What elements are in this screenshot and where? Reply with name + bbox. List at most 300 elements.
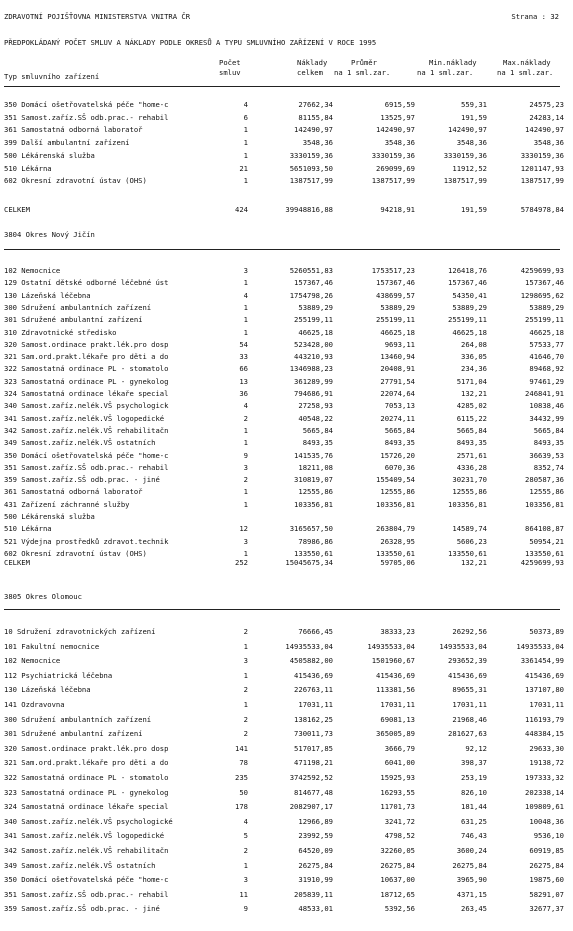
table-row-max: 58291,07 xyxy=(529,889,564,899)
table-row-min: 3548,36 xyxy=(456,138,487,148)
table-row-cost: 17031,11 xyxy=(298,700,333,709)
table-row-type: 320 Samost.ordinace prakt.lék.pro dosp xyxy=(4,339,169,349)
table-row-min: 2571,61 xyxy=(456,450,487,460)
table-row-min: 826,10 xyxy=(461,787,487,797)
table-row-avg: 4798,52 xyxy=(384,831,415,841)
table-row-count: 2 xyxy=(243,729,248,739)
table-row-max: 9536,10 xyxy=(533,831,564,841)
table-row-avg: 142490,97 xyxy=(376,125,415,135)
table-row-max: 60919,85 xyxy=(529,846,564,855)
section-title: 3805 Okres Olomouc xyxy=(4,592,82,601)
section-rule xyxy=(4,609,560,610)
table-row-cost: 5665,84 xyxy=(302,425,333,435)
col-max-header-1: Max.náklady xyxy=(503,58,551,67)
table-row-min: 14935533,04 xyxy=(439,641,487,651)
table-row-max: 5665,84 xyxy=(533,425,564,435)
table-row-count: 21 xyxy=(239,163,248,173)
table-row-count: 2 xyxy=(243,413,248,423)
table-row-avg: 20408,91 xyxy=(380,364,415,374)
table-row-cost: 46625,18 xyxy=(298,327,333,337)
table-row-type: 130 Lázeňská léčebna xyxy=(4,290,91,300)
table-row-type: 361 Samostatná odborná laboratoř xyxy=(4,125,143,135)
table-row-max: 133550,61 xyxy=(525,548,564,558)
table-row-max: 97461,29 xyxy=(529,376,564,386)
table-row-avg: 155409,54 xyxy=(376,475,415,485)
table-row-count: 2 xyxy=(243,846,248,855)
col-cost-header-1: Náklady xyxy=(297,58,328,67)
table-row-min: 1387517,99 xyxy=(443,176,487,186)
table-row-min: 559,31 xyxy=(461,100,487,109)
table-row-min: 281627,63 xyxy=(448,729,487,739)
table-row-cost: 310819,07 xyxy=(294,475,333,485)
table-row-avg: 6070,36 xyxy=(384,462,415,472)
section-total-min: 132,21 xyxy=(461,558,487,567)
table-row-min: 12555,86 xyxy=(452,487,487,497)
table-row-type: 112 Psychiatrická léčebna xyxy=(4,670,113,680)
table-row-type: 322 Samostatná ordinace PL - stomatolo xyxy=(4,773,169,782)
table-row-cost: 27258,93 xyxy=(298,401,333,411)
table-row-type: 10 Sdružení zdravotnických zařízení xyxy=(4,627,156,636)
table-row-min: 89655,31 xyxy=(452,685,487,695)
table-row-min: 157367,46 xyxy=(448,278,487,288)
table-row-type: 102 Nemocnice xyxy=(4,266,61,275)
table-row-cost: 3548,36 xyxy=(302,138,333,148)
table-row-max: 3330159,36 xyxy=(520,150,564,160)
table-row-avg: 269099,69 xyxy=(376,163,415,173)
table-row-max: 32677,37 xyxy=(529,904,564,914)
table-row-max: 41646,70 xyxy=(529,352,564,362)
table-row-max: 1298695,62 xyxy=(520,290,564,300)
table-row-type: 324 Samostatná ordinace lékaře special xyxy=(4,802,169,812)
table-row-cost: 48533,01 xyxy=(298,904,333,914)
table-row-cost: 730011,73 xyxy=(294,729,333,739)
table-row-type: 500 Lékárenská služba xyxy=(4,512,95,521)
table-row-avg: 27791,54 xyxy=(380,376,415,386)
table-row-cost: 64520,09 xyxy=(298,846,333,855)
table-row-type: 102 Nemocnice xyxy=(4,656,61,666)
table-row-max: 19875,60 xyxy=(529,875,564,885)
table-row-count: 1 xyxy=(243,548,248,558)
section-title: 3804 Okres Nový Jičín xyxy=(4,230,95,239)
table-row-count: 4 xyxy=(243,100,248,109)
col-count-header-2: smluv xyxy=(219,68,241,77)
table-row-avg: 22074,64 xyxy=(380,389,415,398)
table-row-min: 21968,46 xyxy=(452,714,487,724)
table-row-avg: 12555,86 xyxy=(380,487,415,497)
table-row-max: 36639,53 xyxy=(529,450,564,460)
table-row-count: 1 xyxy=(243,860,248,870)
table-row-min: 132,21 xyxy=(461,389,487,398)
table-row-count: 3 xyxy=(243,875,248,885)
table-row-max: 10838,46 xyxy=(529,401,564,411)
table-row-min: 4336,28 xyxy=(456,462,487,472)
table-row-max: 415436,69 xyxy=(525,670,564,680)
col-min-header-1: Min.náklady xyxy=(429,58,477,67)
table-row-min: 92,12 xyxy=(465,743,487,753)
table-row-avg: 1387517,99 xyxy=(371,176,415,186)
table-row-max: 116193,79 xyxy=(525,714,564,724)
table-row-cost: 78986,86 xyxy=(298,536,333,546)
table-row-avg: 46625,18 xyxy=(380,327,415,337)
table-row-avg: 26275,84 xyxy=(380,860,415,870)
table-row-cost: 18211,08 xyxy=(298,462,333,472)
table-row-min: 5171,04 xyxy=(456,376,487,386)
table-row-max: 34432,99 xyxy=(529,413,564,423)
table-row-avg: 11701,73 xyxy=(380,802,415,812)
table-row-count: 1 xyxy=(243,150,248,160)
table-row-count: 9 xyxy=(243,904,248,914)
table-row-cost: 12966,89 xyxy=(298,816,333,826)
table-row-cost: 5260551,83 xyxy=(289,266,333,275)
table-row-cost: 3742592,52 xyxy=(289,773,333,782)
section-total-avg: 59705,06 xyxy=(380,558,415,567)
table-row-cost: 471198,21 xyxy=(294,758,333,768)
table-row-min: 263,45 xyxy=(461,904,487,914)
table-row-cost: 517017,85 xyxy=(294,743,333,753)
table-row-min: 398,37 xyxy=(461,758,487,768)
table-row-avg: 133550,61 xyxy=(376,548,415,558)
section-total-type: CELKEM xyxy=(4,558,30,567)
table-row-max: 3548,36 xyxy=(533,138,564,148)
table-row-min: 17031,11 xyxy=(452,700,487,709)
table-row-avg: 20274,11 xyxy=(380,413,415,423)
table-row-type: 340 Samost.zaříz.nelék.VŠ psychologick xyxy=(4,401,169,411)
table-row-min: 8493,35 xyxy=(456,438,487,448)
table-row-type: 310 Zdravotnické středisko xyxy=(4,327,117,337)
col-max-header-2: na 1 sml.zar. xyxy=(497,68,554,77)
table-row-avg: 14935533,04 xyxy=(367,641,415,651)
table-row-max: 202338,14 xyxy=(525,787,564,797)
table-row-avg: 3330159,36 xyxy=(371,150,415,160)
table-row-min: 46625,18 xyxy=(452,327,487,337)
table-row-max: 103356,81 xyxy=(525,499,564,509)
col-avg-header-2: na 1 sml.zar. xyxy=(334,68,391,77)
table-row-min: 4371,15 xyxy=(456,889,487,899)
table-row-count: 1 xyxy=(243,425,248,435)
table-row-count: 13 xyxy=(239,376,248,386)
table-row-type: 323 Samostatná ordinace PL - gynekolog xyxy=(4,787,169,797)
table-row-avg: 3666,79 xyxy=(384,743,415,753)
table-row-min: 6115,22 xyxy=(456,413,487,423)
section-total-count: 252 xyxy=(235,558,248,567)
table-row-type: 510 Lékárna xyxy=(4,163,52,173)
table-row-type: 321 Sam.ord.prakt.lékaře pro děti a do xyxy=(4,758,169,768)
table-row-avg: 5665,84 xyxy=(384,425,415,435)
table-row-max: 50954,21 xyxy=(529,536,564,546)
table-row-min: 264,08 xyxy=(461,339,487,349)
table-row-cost: 1346988,23 xyxy=(289,364,333,374)
table-row-min: 253,19 xyxy=(461,773,487,782)
table-row-avg: 7053,13 xyxy=(384,401,415,411)
table-row-cost: 81155,84 xyxy=(298,112,333,122)
table-row-min: 11912,52 xyxy=(452,163,487,173)
table-row-min: 126418,76 xyxy=(448,266,487,275)
table-row-type: 351 Samost.zaříz.SŠ odb.prac.- rehabil xyxy=(4,889,169,899)
table-row-type: 129 Ostatní dětské odborné léčebné úst xyxy=(4,278,169,288)
table-row-min: 133550,61 xyxy=(448,548,487,558)
section-total-type: CELKEM xyxy=(4,205,30,214)
section-total-count: 424 xyxy=(235,205,248,214)
table-row-type: 349 Samost.zaříz.nelék.VŠ ostatních xyxy=(4,438,156,448)
table-row-max: 4259699,93 xyxy=(520,266,564,275)
table-row-type: 300 Sdružení ambulantních zařízení xyxy=(4,714,152,724)
table-row-min: 255199,11 xyxy=(448,315,487,325)
table-row-cost: 31910,99 xyxy=(298,875,333,885)
table-row-min: 3330159,36 xyxy=(443,150,487,160)
table-row-type: 301 Sdružené ambulantní zařízení xyxy=(4,315,143,325)
table-row-count: 1 xyxy=(243,278,248,288)
table-row-min: 103356,81 xyxy=(448,499,487,509)
table-row-count: 11 xyxy=(239,889,248,899)
table-row-count: 3 xyxy=(243,656,248,666)
table-row-cost: 142490,97 xyxy=(294,125,333,135)
table-row-type: 361 Samostatná odborná laboratoř xyxy=(4,487,143,497)
table-row-max: 448384,15 xyxy=(525,729,564,739)
table-row-max: 29633,30 xyxy=(529,743,564,753)
table-row-cost: 1387517,99 xyxy=(289,176,333,186)
table-row-max: 246841,91 xyxy=(525,389,564,398)
section-total-avg: 94218,91 xyxy=(380,205,415,214)
table-row-avg: 103356,81 xyxy=(376,499,415,509)
table-row-avg: 3548,36 xyxy=(384,138,415,148)
table-row-count: 1 xyxy=(243,302,248,312)
table-row-type: 359 Samost.zaříz.SŠ odb.prac. - jiné xyxy=(4,475,160,485)
table-row-avg: 255199,11 xyxy=(376,315,415,325)
table-row-count: 66 xyxy=(239,364,248,374)
table-row-avg: 10637,00 xyxy=(380,875,415,885)
table-row-count: 5 xyxy=(243,831,248,841)
table-row-count: 33 xyxy=(239,352,248,362)
table-row-min: 5606,23 xyxy=(456,536,487,546)
table-row-avg: 365005,89 xyxy=(376,729,415,739)
table-row-avg: 13525,97 xyxy=(380,112,415,122)
table-row-max: 1387517,99 xyxy=(520,176,564,186)
table-row-type: 340 Samost.zaříz.nelék.VŠ psychologické xyxy=(4,816,173,826)
table-row-min: 53889,29 xyxy=(452,302,487,312)
table-row-max: 197333,32 xyxy=(525,773,564,782)
table-row-max: 10048,36 xyxy=(529,816,564,826)
table-row-type: 349 Samost.zaříz.nelék.VŠ ostatních xyxy=(4,860,156,870)
table-row-max: 26275,84 xyxy=(529,860,564,870)
section-total-max: 4259699,93 xyxy=(520,558,564,567)
table-row-max: 14935533,04 xyxy=(516,641,564,651)
table-row-cost: 53889,29 xyxy=(298,302,333,312)
table-row-max: 12555,86 xyxy=(529,487,564,497)
table-row-type: 341 Samost.zaříz.nelék.VŠ logopedické xyxy=(4,413,165,423)
table-row-count: 1 xyxy=(243,176,248,186)
table-row-avg: 1501960,67 xyxy=(371,656,415,666)
table-row-cost: 103356,81 xyxy=(294,499,333,509)
table-row-count: 54 xyxy=(239,339,248,349)
table-row-count: 2 xyxy=(243,685,248,695)
section-total-cost: 15045675,34 xyxy=(285,558,333,567)
table-row-cost: 14935533,04 xyxy=(285,641,333,651)
table-row-type: 351 Samost.zaříz.SŠ odb.prac.- rehabil xyxy=(4,112,169,122)
table-row-type: 350 Domácí ošetřovatelská péče "home-c xyxy=(4,875,169,885)
section-rule xyxy=(4,249,560,250)
table-row-max: 280587,36 xyxy=(525,475,564,485)
table-row-min: 746,43 xyxy=(461,831,487,841)
table-row-max: 142490,97 xyxy=(525,125,564,135)
table-row-cost: 8493,35 xyxy=(302,438,333,448)
table-row-avg: 3241,72 xyxy=(384,816,415,826)
col-min-header-2: na 1 sml.zar. xyxy=(417,68,474,77)
table-row-avg: 17031,11 xyxy=(380,700,415,709)
section-total-cost: 39948816,88 xyxy=(285,205,333,214)
table-row-cost: 26275,84 xyxy=(298,860,333,870)
table-row-min: 3965,90 xyxy=(456,875,487,885)
table-row-max: 8493,35 xyxy=(533,438,564,448)
table-row-avg: 263804,79 xyxy=(376,524,415,534)
table-row-avg: 53889,29 xyxy=(380,302,415,312)
table-row-type: 521 Výdejna prostředků zdravot.technik xyxy=(4,536,169,546)
table-row-type: 602 Okresní zdravotní ústav (OHS) xyxy=(4,176,147,186)
table-row-cost: 1754798,26 xyxy=(289,290,333,300)
col-type-header: Typ smluvního zařízení xyxy=(4,72,100,81)
table-row-min: 54350,41 xyxy=(452,290,487,300)
table-row-avg: 9693,11 xyxy=(384,339,415,349)
table-row-avg: 415436,69 xyxy=(376,670,415,680)
table-row-max: 53889,29 xyxy=(529,302,564,312)
table-row-cost: 361289,99 xyxy=(294,376,333,386)
table-row-type: 323 Samostatná ordinace PL - gynekolog xyxy=(4,376,169,386)
table-row-min: 4285,02 xyxy=(456,401,487,411)
table-row-avg: 18712,65 xyxy=(380,889,415,899)
table-row-type: 301 Sdružené ambulantní zařízení xyxy=(4,729,143,739)
table-row-count: 3 xyxy=(243,462,248,472)
table-row-count: 2 xyxy=(243,714,248,724)
table-row-min: 5665,84 xyxy=(456,425,487,435)
table-row-max: 255199,11 xyxy=(525,315,564,325)
table-row-type: 351 Samost.zaříz.SŠ odb.prac.- rehabil xyxy=(4,462,169,472)
header-rule xyxy=(4,86,560,87)
table-row-max: 24575,23 xyxy=(529,100,564,109)
table-row-avg: 438699,57 xyxy=(376,290,415,300)
table-row-cost: 523428,00 xyxy=(294,339,333,349)
table-row-count: 9 xyxy=(243,450,248,460)
table-row-type: 130 Lázeňská léčebna xyxy=(4,685,91,695)
table-row-type: 322 Samostatná ordinace PL - stomatolo xyxy=(4,364,169,374)
table-row-cost: 23992,59 xyxy=(298,831,333,841)
table-row-min: 336,05 xyxy=(461,352,487,362)
table-row-avg: 6915,59 xyxy=(384,100,415,109)
table-row-min: 191,59 xyxy=(461,112,487,122)
table-row-min: 26275,84 xyxy=(452,860,487,870)
table-row-count: 1 xyxy=(243,487,248,497)
table-row-count: 235 xyxy=(235,773,248,782)
page-number: Strana : 32 xyxy=(511,12,559,21)
table-row-max: 24283,14 xyxy=(529,112,564,122)
table-row-avg: 15726,20 xyxy=(380,450,415,460)
table-row-cost: 255199,11 xyxy=(294,315,333,325)
table-row-cost: 3330159,36 xyxy=(289,150,333,160)
table-row-max: 109809,61 xyxy=(525,802,564,812)
table-row-min: 30231,70 xyxy=(452,475,487,485)
table-row-cost: 141535,76 xyxy=(294,450,333,460)
table-row-avg: 6041,00 xyxy=(384,758,415,768)
table-row-type: 359 Samost.zaříz.SŠ odb.prac. - jiné xyxy=(4,904,160,914)
table-row-cost: 2082907,17 xyxy=(289,802,333,812)
table-row-max: 17031,11 xyxy=(529,700,564,709)
table-row-count: 1 xyxy=(243,125,248,135)
table-row-type: 350 Domácí ošetřovatelská péče "home-c xyxy=(4,450,169,460)
table-row-min: 631,25 xyxy=(461,816,487,826)
table-row-cost: 814677,48 xyxy=(294,787,333,797)
table-row-min: 181,44 xyxy=(461,802,487,812)
table-row-max: 19138,72 xyxy=(529,758,564,768)
table-row-avg: 15925,93 xyxy=(380,773,415,782)
table-row-count: 1 xyxy=(243,700,248,709)
table-row-min: 3600,24 xyxy=(456,846,487,855)
table-row-avg: 13460,94 xyxy=(380,352,415,362)
section-total-max: 5784978,84 xyxy=(520,205,564,214)
table-row-avg: 32260,05 xyxy=(380,846,415,855)
table-row-count: 3 xyxy=(243,536,248,546)
table-row-max: 50373,89 xyxy=(529,627,564,636)
table-row-type: 101 Fakultní nemocnice xyxy=(4,641,100,651)
table-row-avg: 8493,35 xyxy=(384,438,415,448)
table-row-cost: 443210,93 xyxy=(294,352,333,362)
table-row-max: 89468,92 xyxy=(529,364,564,374)
table-row-cost: 415436,69 xyxy=(294,670,333,680)
table-row-count: 1 xyxy=(243,438,248,448)
table-row-count: 1 xyxy=(243,138,248,148)
table-row-type: 510 Lékárna xyxy=(4,524,52,534)
table-row-max: 1201147,93 xyxy=(520,163,564,173)
table-row-avg: 16293,55 xyxy=(380,787,415,797)
table-row-cost: 4505882,00 xyxy=(289,656,333,666)
table-row-count: 3 xyxy=(243,266,248,275)
table-row-count: 4 xyxy=(243,816,248,826)
table-row-count: 1 xyxy=(243,499,248,509)
table-row-cost: 226763,11 xyxy=(294,685,333,695)
table-row-count: 36 xyxy=(239,389,248,398)
table-row-avg: 1753517,23 xyxy=(371,266,415,275)
table-row-count: 1 xyxy=(243,327,248,337)
table-row-type: 431 Zařízení záchranné služby xyxy=(4,499,130,509)
table-row-count: 1 xyxy=(243,670,248,680)
table-row-max: 8352,74 xyxy=(533,462,564,472)
table-row-cost: 76666,45 xyxy=(298,627,333,636)
table-row-count: 2 xyxy=(243,627,248,636)
table-row-avg: 38333,23 xyxy=(380,627,415,636)
table-row-max: 3361454,99 xyxy=(520,656,564,666)
table-row-count: 1 xyxy=(243,641,248,651)
table-row-count: 4 xyxy=(243,401,248,411)
table-row-type: 342 Samost.zaříz.nelék.VŠ rehabilitačn xyxy=(4,425,169,435)
table-row-type: 324 Samostatná ordinace lékaře special xyxy=(4,389,169,398)
table-row-min: 142490,97 xyxy=(448,125,487,135)
table-row-avg: 157367,46 xyxy=(376,278,415,288)
table-row-count: 178 xyxy=(235,802,248,812)
col-cost-header-2: celkem xyxy=(297,68,323,77)
table-row-count: 78 xyxy=(239,758,248,768)
table-row-min: 415436,69 xyxy=(448,670,487,680)
table-row-type: 500 Lékárenská služba xyxy=(4,150,95,160)
table-row-max: 864108,87 xyxy=(525,524,564,534)
table-row-min: 293652,39 xyxy=(448,656,487,666)
table-row-max: 57533,77 xyxy=(529,339,564,349)
table-row-count: 12 xyxy=(239,524,248,534)
table-row-type: 602 Okresní zdravotní ústav (OHS) xyxy=(4,548,147,558)
table-row-avg: 26328,95 xyxy=(380,536,415,546)
table-row-cost: 40548,22 xyxy=(298,413,333,423)
table-row-cost: 157367,46 xyxy=(294,278,333,288)
table-row-max: 46625,18 xyxy=(529,327,564,337)
table-row-cost: 3165657,50 xyxy=(289,524,333,534)
table-row-cost: 12555,86 xyxy=(298,487,333,497)
table-row-cost: 138162,25 xyxy=(294,714,333,724)
